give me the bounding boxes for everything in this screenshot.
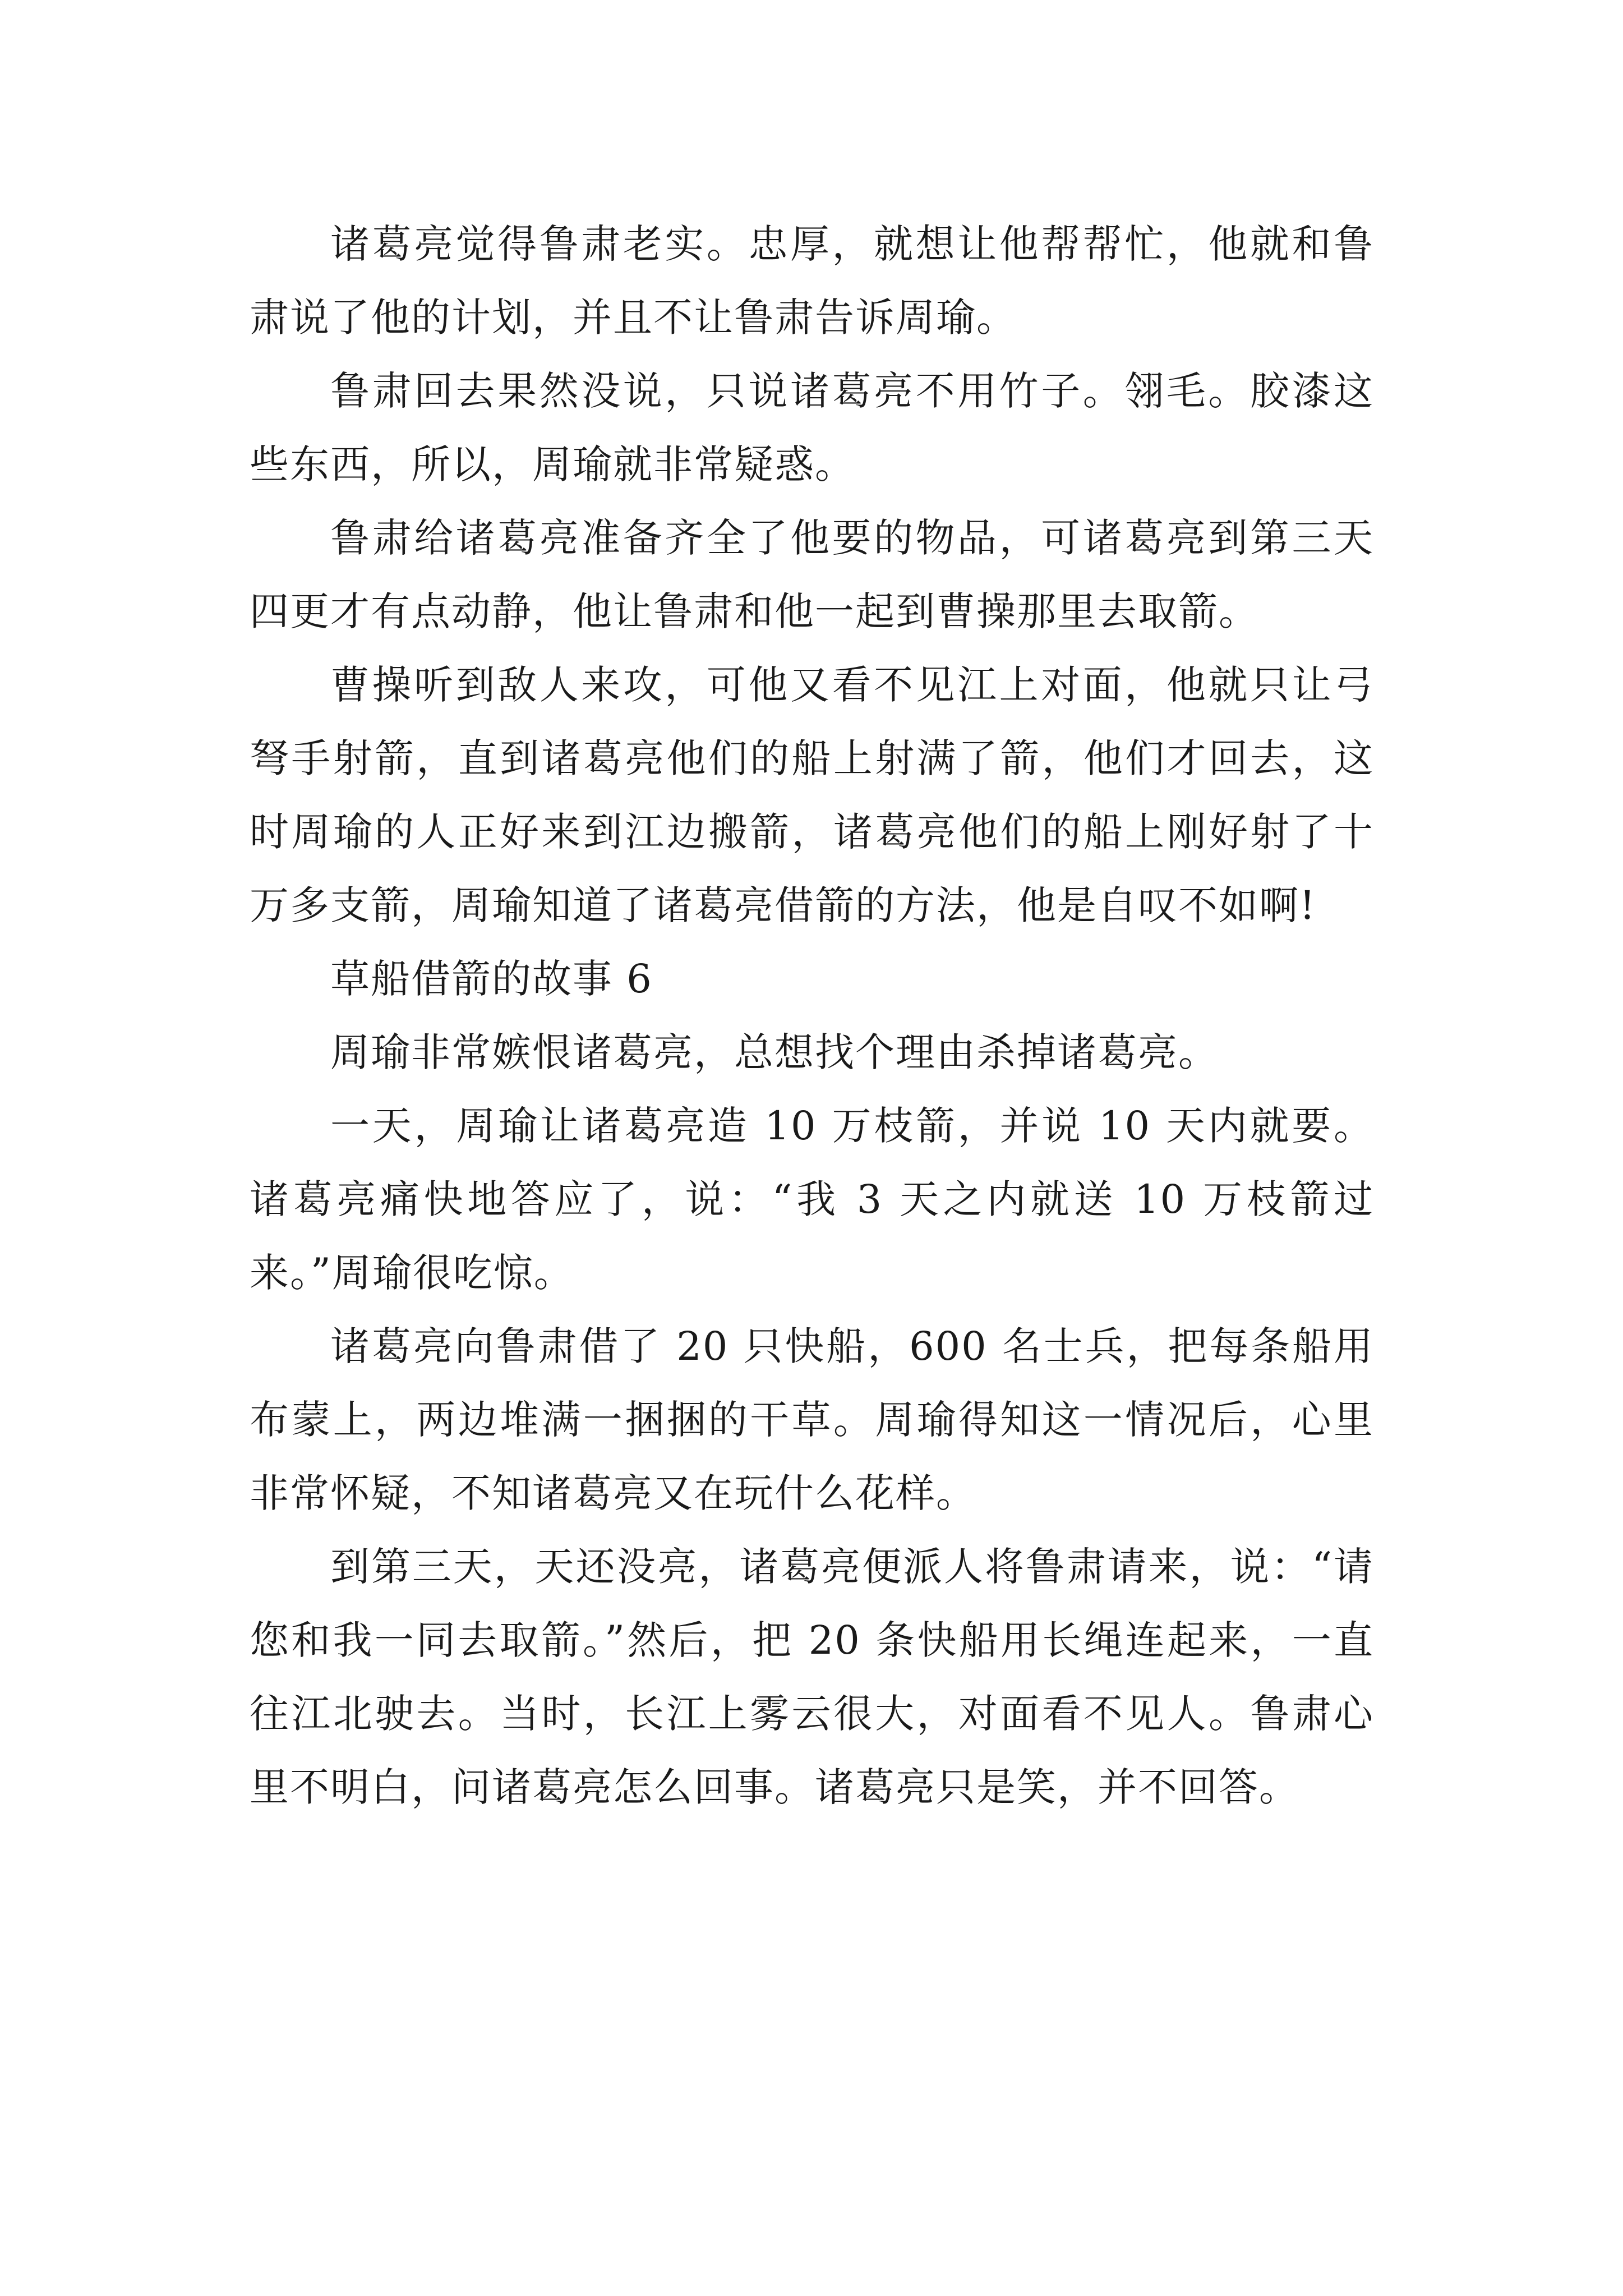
paragraph-8: 诸葛亮向鲁肃借了 20 只快船，600 名士兵，把每条船用布蒙上，两边堆满一捆捆的干草。周瑜得知这一情况后，心里非常怀疑，不知诸葛亮又在玩什么花样。 (250, 1323, 1374, 1516)
paragraph-6: 周瑜非常嫉恨诸葛亮，总想找个理由杀掉诸葛亮。 (330, 1029, 1219, 1075)
document-body (250, 208, 1374, 1824)
paragraph-7: 一天，周瑜让诸葛亮造 10 万枝箭，并说 10 天内就要。诸葛亮痛快地答应了，说：“我 3 天之内就送 10 万枝箭过来。”周瑜很吃惊。 (250, 1103, 1374, 1296)
paragraph-2: 鲁肃回去果然没说，只说诸葛亮不用竹子。翎毛。胶漆这些东西，所以，周瑜就非常疑惑。 (250, 368, 1374, 487)
section-heading: 草船借箭的故事 6 (330, 956, 653, 1002)
paragraph-1: 诸葛亮觉得鲁肃老实。忠厚，就想让他帮帮忙，他就和鲁肃说了他的计划，并且不让鲁肃告诉周瑜。 (250, 221, 1374, 341)
paragraph-9: 到第三天，天还没亮，诸葛亮便派人将鲁肃请来，说：“请您和我一同去取箭。”然后，把 20 条快船用长绳连起来，一直往江北驶去。当时，长江上雾云很大，对面看不见人。鲁肃心里不明白，问诸葛亮怎么回事。诸葛亮只是笑，并不回答。 (250, 1544, 1374, 1810)
paragraph-3: 鲁肃给诸葛亮准备齐全了他要的物品，可诸葛亮到第三天四更才有点动静，他让鲁肃和他一起到曹操那里去取箭。 (250, 515, 1374, 634)
paragraph-4: 曹操听到敌人来攻，可他又看不见江上对面，他就只让弓弩手射箭，直到诸葛亮他们的船上射满了箭，他们才回去，这时周瑜的人正好来到江边搬箭，诸葛亮他们的船上刚好射了十万多支箭，周瑜知道了诸葛亮借箭的方法，他是自叹不如啊! (250, 662, 1374, 928)
